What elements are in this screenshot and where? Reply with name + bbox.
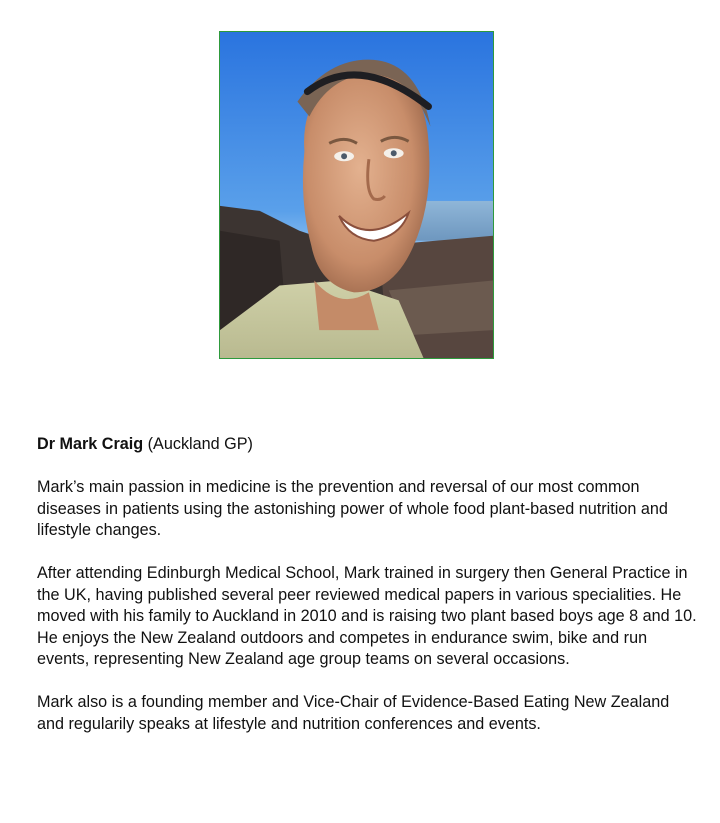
doctor-name: Dr Mark Craig (37, 435, 144, 453)
bio-paragraph-roles: Mark also is a founding member and Vice-Chair of Evidence-Based Eating New Zealand and regularily speaks at lifestyle and nutrition conferences and events. (37, 693, 670, 733)
heading-line (37, 434, 697, 456)
bio-paragraph-passion: Mark’s main passion in medicine is the prevention and reversal of our most common diseases in patients using the astonishing power of whole food plant-based nutrition and lifestyle changes. (37, 478, 668, 539)
profile-photo (219, 31, 494, 359)
portrait-image (220, 32, 493, 358)
bio-section (37, 434, 697, 757)
doctor-role: (Auckland GP) (147, 435, 253, 453)
bio-paragraph-background: After attending Edinburgh Medical School, Mark trained in surgery then General Practice in the UK, having published several peer reviewed medical papers in various specialities. He moved with his family to Auckland in 2010 and is raising two plant based boys age 8 and 10. He enjoys the New Zealand outdoors and competes in endurance swim, bike and run events, representing New Zealand age group teams on several occasions. (37, 564, 697, 668)
